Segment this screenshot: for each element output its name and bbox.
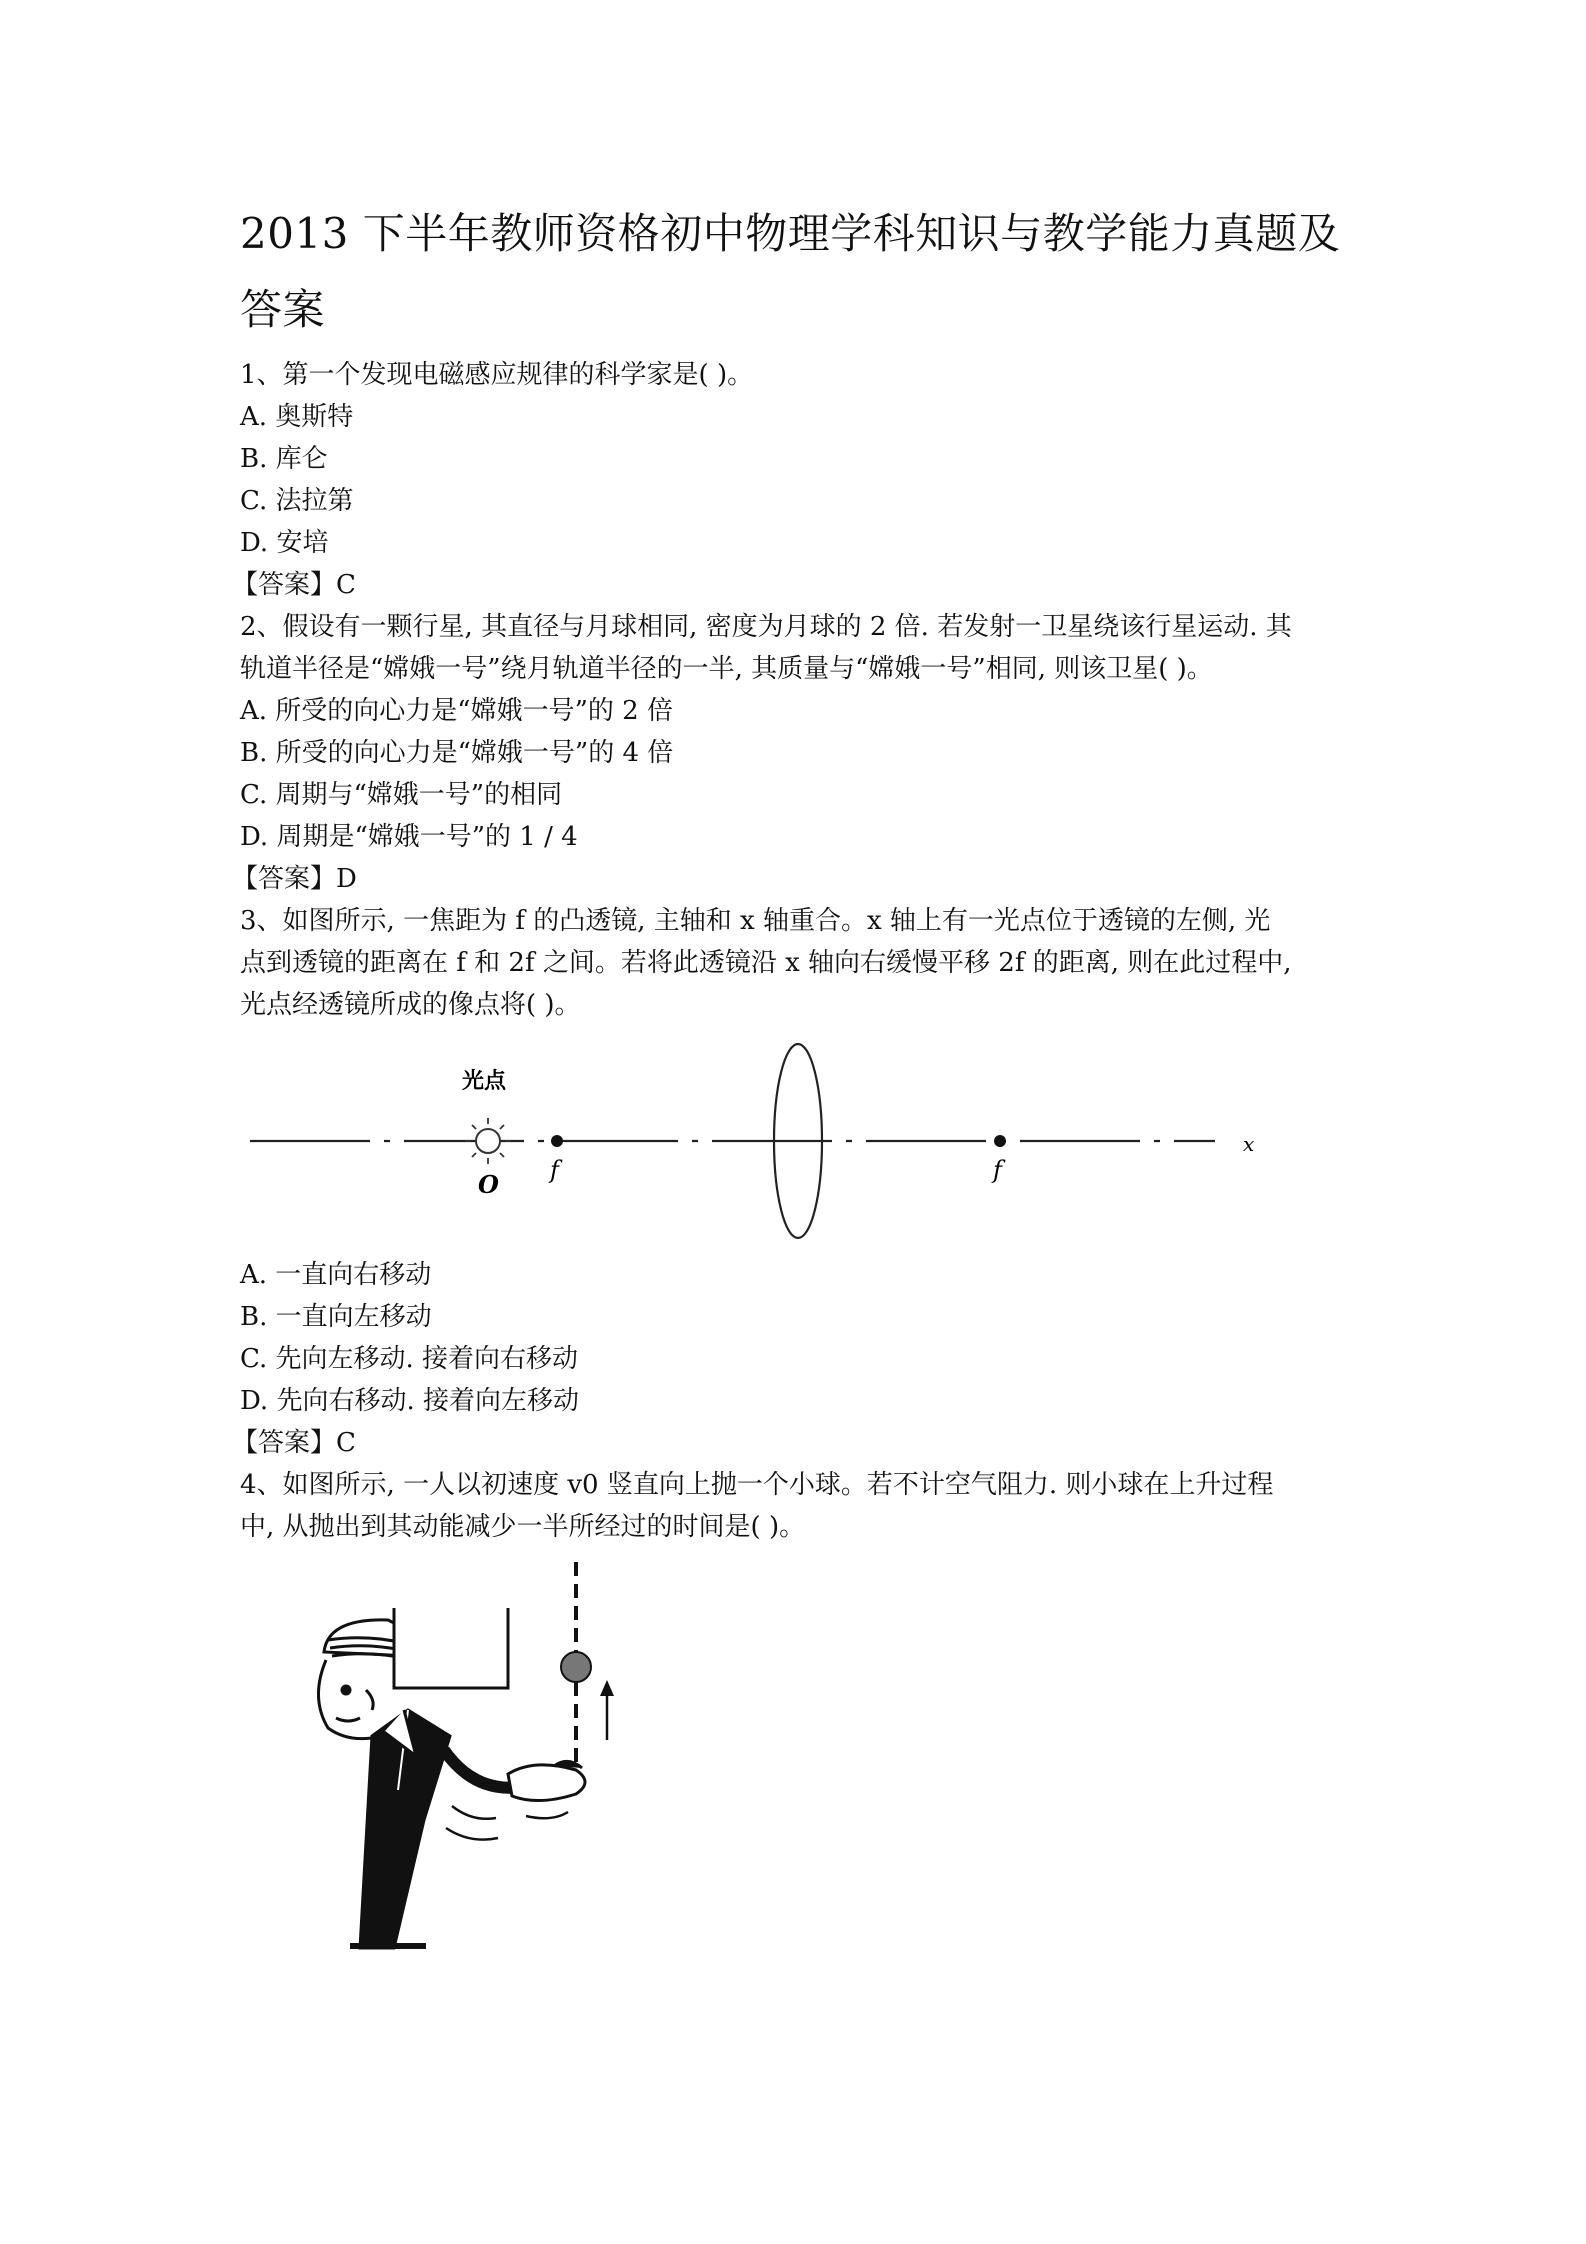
question-stem: 中, 从抛出到其动能减少一半所经过的时间是( )。 — [240, 1512, 806, 1542]
document-content — [232, 196, 1360, 1960]
question-stem: 4、如图所示, 一人以初速度 v0 竖直向上抛一个小球。若不计空气阻力. 则小球在上升过程 — [240, 1470, 1274, 1500]
question-stem: 点到透镜的距离在 f 和 2f 之间。若将此透镜沿 x 轴向右缓慢平移 2f 的距离, 则在此过程中, — [240, 948, 1292, 978]
option-b: B. 所受的向心力是“嫦娥一号”的 4 倍 — [240, 738, 674, 768]
answer: 【答案】C — [232, 1428, 356, 1458]
option-a: A. 所受的向心力是“嫦娥一号”的 2 倍 — [240, 696, 673, 726]
question-2 — [232, 606, 1360, 900]
option-a: A. 奥斯特 — [240, 402, 354, 432]
arrow-up-icon — [600, 1680, 614, 1740]
axis-label: x — [1243, 1132, 1255, 1156]
ball — [561, 1652, 591, 1682]
option-c: C. 周期与“嫦娥一号”的相同 — [240, 780, 563, 810]
focus-point-right — [994, 1135, 1006, 1147]
option-d: D. 周期是“嫦娥一号”的 1 / 4 — [240, 822, 578, 852]
person-illustration — [318, 1608, 585, 1948]
question-stem: 1、第一个发现电磁感应规律的科学家是( )。 — [240, 360, 754, 390]
option-b: B. 一直向左移动 — [240, 1302, 432, 1332]
option-d: D. 安培 — [240, 528, 329, 558]
ball-throw-figure — [276, 1560, 636, 1960]
option-c: C. 先向左移动. 接着向右移动 — [240, 1344, 579, 1374]
answer: 【答案】C — [232, 570, 356, 600]
question-stem: 光点经透镜所成的像点将( )。 — [240, 990, 581, 1020]
option-d: D. 先向右移动. 接着向左移动 — [240, 1386, 579, 1416]
question-stem: 2、假设有一颗行星, 其直径与月球相同, 密度为月球的 2 倍. 若发射一卫星绕该行星运动. 其 — [240, 612, 1292, 642]
question-4 — [240, 1464, 1360, 1960]
focus-label-right: f — [993, 1156, 1002, 1184]
title-line-2: 答案 — [240, 285, 326, 334]
document-title — [240, 196, 1360, 348]
answer: 【答案】D — [232, 864, 357, 894]
question-stem: 3、如图所示, 一焦距为 f 的凸透镜, 主轴和 x 轴重合。x 轴上有一光点位于透镜的左侧, 光 — [240, 906, 1271, 936]
light-point-label: 光点 — [462, 1069, 507, 1094]
option-a: A. 一直向右移动 — [240, 1260, 432, 1290]
origin-label: O — [478, 1170, 499, 1199]
question-1 — [232, 354, 1360, 606]
focus-point-left — [551, 1135, 563, 1147]
focus-label-left: f — [550, 1156, 559, 1184]
question-3 — [232, 900, 1360, 1464]
option-b: B. 库仑 — [240, 444, 328, 474]
option-c: C. 法拉第 — [240, 486, 354, 516]
question-stem: 轨道半径是“嫦娥一号”绕月轨道半径的一半, 其质量与“嫦娥一号”相同, 则该卫星( )。 — [240, 654, 1213, 684]
title-line-1: 2013 下半年教师资格初中物理学科知识与教学能力真题及 — [240, 209, 1341, 258]
convex-lens-figure — [250, 1038, 1260, 1248]
